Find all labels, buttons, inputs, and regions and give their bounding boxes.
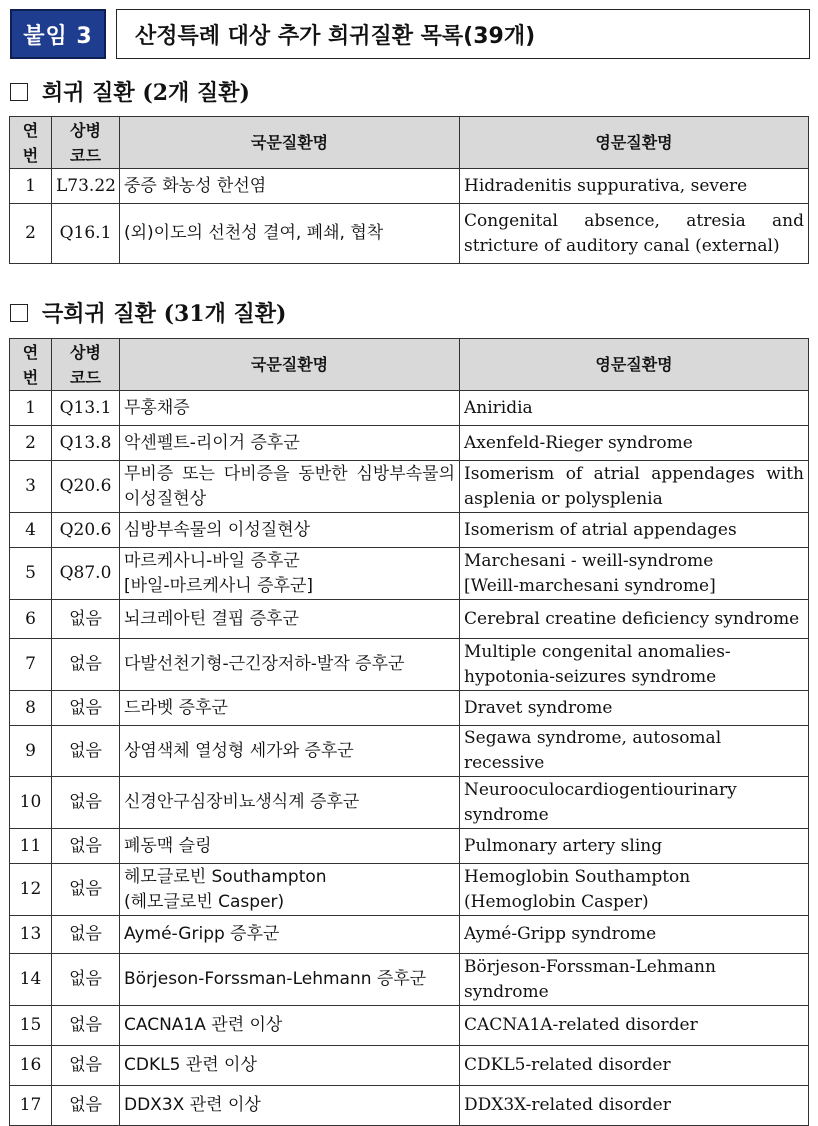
rare-disease-table bbox=[9, 116, 809, 264]
disease-code: 없음 bbox=[52, 864, 120, 916]
table-row bbox=[10, 916, 809, 954]
disease-code: 없음 bbox=[52, 691, 120, 726]
row-number: 3 bbox=[10, 461, 52, 513]
disease-name-en: Congenital absence, atresia and stricture of auditory canal (external) bbox=[460, 204, 809, 264]
en-line-2: syndrome bbox=[464, 981, 549, 1002]
disease-name-kr: 뇌크레아틴 결핍 증후군 bbox=[120, 600, 460, 639]
table-row bbox=[10, 829, 809, 864]
disease-code: 없음 bbox=[52, 726, 120, 777]
table-row bbox=[10, 391, 809, 426]
row-number: 7 bbox=[10, 639, 52, 691]
row-number: 15 bbox=[10, 1006, 52, 1046]
section-rare-title bbox=[10, 76, 250, 107]
disease-name-kr: 신경안구심장비뇨생식계 증후군 bbox=[120, 777, 460, 829]
table-row bbox=[10, 513, 809, 548]
table-row bbox=[10, 1006, 809, 1046]
disease-name-en: Dravet syndrome bbox=[460, 691, 809, 726]
table-row bbox=[10, 691, 809, 726]
disease-name-en: Segawa syndrome, autosomal recessive bbox=[460, 726, 809, 777]
disease-name-kr bbox=[120, 548, 460, 600]
kr-line-2: (헤모글로빈 Casper) bbox=[124, 891, 285, 912]
disease-code: 없음 bbox=[52, 1086, 120, 1126]
disease-name-en: Cerebral creatine deficiency syndrome bbox=[460, 600, 809, 639]
disease-code: 없음 bbox=[52, 954, 120, 1006]
table-row bbox=[10, 726, 809, 777]
en-line-1: Neurooculocardiogentiourinary bbox=[464, 779, 737, 800]
disease-name-kr: Aymé-Gripp 증후군 bbox=[120, 916, 460, 954]
row-number: 5 bbox=[10, 548, 52, 600]
disease-code: Q13.8 bbox=[52, 426, 120, 461]
disease-code: 없음 bbox=[52, 829, 120, 864]
col-header-en: 영문질환명 bbox=[460, 117, 809, 169]
disease-name-en: CACNA1A-related disorder bbox=[460, 1006, 809, 1046]
disease-name-en: Aniridia bbox=[460, 391, 809, 426]
disease-name-kr: 드라벳 증후군 bbox=[120, 691, 460, 726]
row-number: 4 bbox=[10, 513, 52, 548]
disease-name-kr: 폐동맥 슬링 bbox=[120, 829, 460, 864]
en-line-1: Marchesani - weill-syndrome bbox=[464, 550, 714, 571]
section-ultra-rare-title-text: 극희귀 질환 (31개 질환) bbox=[42, 301, 287, 327]
col-header-kr: 국문질환명 bbox=[120, 117, 460, 169]
disease-code: Q20.6 bbox=[52, 513, 120, 548]
table-row bbox=[10, 1086, 809, 1126]
disease-name-en bbox=[460, 777, 809, 829]
disease-name-kr: 다발선천기형-근긴장저하-발작 증후군 bbox=[120, 639, 460, 691]
en-line-2: [Weill-marchesani syndrome] bbox=[464, 575, 716, 596]
section-ultra-rare-title bbox=[10, 297, 286, 328]
row-number: 12 bbox=[10, 864, 52, 916]
kr-line-1: 헤모글로빈 Southampton bbox=[124, 866, 327, 887]
disease-name-en bbox=[460, 548, 809, 600]
row-number: 11 bbox=[10, 829, 52, 864]
row-number: 2 bbox=[10, 204, 52, 264]
table-header-row bbox=[10, 339, 809, 391]
col-header-no: 연 번 bbox=[10, 339, 52, 391]
disease-name-en bbox=[460, 954, 809, 1006]
checkbox-square-icon bbox=[10, 304, 28, 322]
disease-name-kr: (외)이도의 선천성 결여, 폐쇄, 협착 bbox=[120, 204, 460, 264]
col-header-en: 영문질환명 bbox=[460, 339, 809, 391]
row-number: 2 bbox=[10, 426, 52, 461]
disease-name-en: Isomerism of atrial appendages bbox=[460, 513, 809, 548]
row-number: 1 bbox=[10, 169, 52, 204]
disease-name-kr bbox=[120, 864, 460, 916]
en-line-2: syndrome bbox=[464, 804, 549, 825]
disease-name-kr: CDKL5 관련 이상 bbox=[120, 1046, 460, 1086]
disease-name-en bbox=[460, 864, 809, 916]
en-line-1: Börjeson-Forssman-Lehmann bbox=[464, 956, 716, 977]
section-rare-title-text: 희귀 질환 (2개 질환) bbox=[42, 80, 250, 106]
table-row bbox=[10, 204, 809, 264]
checkbox-square-icon bbox=[10, 83, 28, 101]
row-number: 1 bbox=[10, 391, 52, 426]
table-row bbox=[10, 461, 809, 513]
table-row bbox=[10, 864, 809, 916]
disease-name-en: Axenfeld-Rieger syndrome bbox=[460, 426, 809, 461]
col-header-code: 상병 코드 bbox=[52, 339, 120, 391]
disease-name-en: Isomerism of atrial appendages with asplenia or polysplenia bbox=[460, 461, 809, 513]
table-row bbox=[10, 777, 809, 829]
kr-line-1: 마르케사니-바일 증후군 bbox=[124, 550, 300, 571]
disease-name-kr: 악센펠트-리이거 증후군 bbox=[120, 426, 460, 461]
row-number: 16 bbox=[10, 1046, 52, 1086]
row-number: 10 bbox=[10, 777, 52, 829]
row-number: 13 bbox=[10, 916, 52, 954]
en-line-2: (Hemoglobin Casper) bbox=[464, 891, 649, 912]
ultra-rare-disease-table bbox=[9, 338, 809, 1126]
col-header-code: 상병 코드 bbox=[52, 117, 120, 169]
disease-name-kr: DDX3X 관련 이상 bbox=[120, 1086, 460, 1126]
disease-code: 없음 bbox=[52, 639, 120, 691]
disease-name-en: Hidradenitis suppurativa, severe bbox=[460, 169, 809, 204]
table-row bbox=[10, 426, 809, 461]
disease-name-en: DDX3X-related disorder bbox=[460, 1086, 809, 1126]
disease-code: Q13.1 bbox=[52, 391, 120, 426]
disease-name-kr: Börjeson-Forssman-Lehmann 증후군 bbox=[120, 954, 460, 1006]
disease-name-kr: 심방부속물의 이성질현상 bbox=[120, 513, 460, 548]
page-title: 산정특례 대상 추가 희귀질환 목록(39개) bbox=[116, 9, 810, 59]
row-number: 14 bbox=[10, 954, 52, 1006]
col-header-no: 연 번 bbox=[10, 117, 52, 169]
disease-name-kr: CACNA1A 관련 이상 bbox=[120, 1006, 460, 1046]
disease-code: 없음 bbox=[52, 777, 120, 829]
table-row bbox=[10, 548, 809, 600]
row-number: 17 bbox=[10, 1086, 52, 1126]
row-number: 8 bbox=[10, 691, 52, 726]
row-number: 6 bbox=[10, 600, 52, 639]
page-header bbox=[10, 9, 810, 59]
col-header-kr: 국문질환명 bbox=[120, 339, 460, 391]
disease-code: 없음 bbox=[52, 600, 120, 639]
disease-name-kr: 무비증 또는 다비증을 동반한 심방부속물의 이성질현상 bbox=[120, 461, 460, 513]
disease-name-kr: 중증 화농성 한선염 bbox=[120, 169, 460, 204]
table-row bbox=[10, 954, 809, 1006]
disease-code: 없음 bbox=[52, 1006, 120, 1046]
table-row bbox=[10, 600, 809, 639]
table-row bbox=[10, 1046, 809, 1086]
disease-code: L73.22 bbox=[52, 169, 120, 204]
kr-line-2: [바일-마르케사니 증후군] bbox=[124, 575, 314, 596]
disease-name-kr: 무홍채증 bbox=[120, 391, 460, 426]
disease-name-en: Pulmonary artery sling bbox=[460, 829, 809, 864]
disease-code: 없음 bbox=[52, 916, 120, 954]
disease-code: Q20.6 bbox=[52, 461, 120, 513]
disease-code: Q87.0 bbox=[52, 548, 120, 600]
row-number: 9 bbox=[10, 726, 52, 777]
table-header-row bbox=[10, 117, 809, 169]
table-row bbox=[10, 639, 809, 691]
disease-name-en: CDKL5-related disorder bbox=[460, 1046, 809, 1086]
disease-name-en: Multiple congenital anomalies-hypotonia-seizures syndrome bbox=[460, 639, 809, 691]
disease-code: 없음 bbox=[52, 1046, 120, 1086]
disease-name-en: Aymé-Gripp syndrome bbox=[460, 916, 809, 954]
disease-code: Q16.1 bbox=[52, 204, 120, 264]
table-row bbox=[10, 169, 809, 204]
attachment-badge: 붙임 3 bbox=[10, 9, 106, 59]
disease-name-kr: 상염색체 열성형 세가와 증후군 bbox=[120, 726, 460, 777]
en-line-1: Hemoglobin Southampton bbox=[464, 866, 691, 887]
